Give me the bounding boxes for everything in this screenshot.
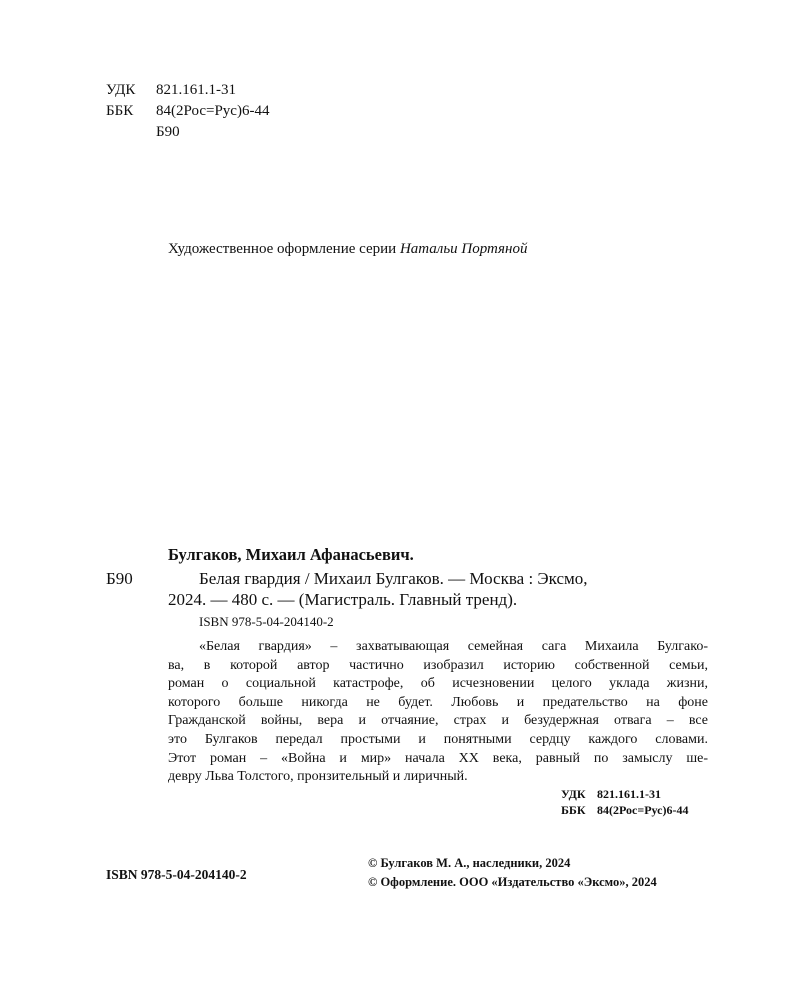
udk-value-bottom: 821.161.1-31 — [597, 787, 661, 801]
series-designer-name: Натальи Портяной — [399, 241, 528, 257]
author-mark-top: Б90 — [156, 124, 180, 140]
copyright-line-2: © Оформление. ООО «Издательство «Эксмо», 2024 — [368, 875, 657, 889]
series-design-credit — [168, 241, 527, 258]
bbk-value: 84(2Рос=Рус)6-44 — [156, 103, 270, 119]
bbk-value-bottom: 84(2Рос=Рус)6-44 — [597, 803, 689, 817]
annotation-line: Гражданской войны, вера и отчаяние, страх и безудержная отвага – все — [168, 713, 708, 729]
annotation-line: это Булгаков передал простыми и понятными сердцу каждого словами. — [168, 731, 708, 747]
bbk-line — [106, 101, 269, 122]
bbk-label: ББК — [106, 103, 134, 119]
author-mark: Б90 — [106, 569, 133, 588]
classification-top — [106, 80, 269, 143]
biblio-isbn: ISBN 978-5-04-204140-2 — [199, 614, 334, 629]
udk-line-bottom — [561, 786, 688, 802]
biblio-line-1: Белая гвардия / Михаил Булгаков. — Москва : Эксмо, — [199, 569, 588, 588]
bbk-label-bottom: ББК — [561, 803, 586, 817]
udk-label-bottom: УДК — [561, 787, 586, 801]
annotation-line: девру Льва Толстого, пронзительный и лиричный. — [168, 769, 468, 785]
series-design-text: Художественное оформление серии — [168, 241, 397, 257]
annotation-line: роман о социальной катастрофе, об исчезновении целого уклада жизни, — [168, 676, 708, 692]
annotation — [168, 638, 708, 787]
annotation-line: ва, в которой автор частично изобразил историю собственной семьи, — [168, 657, 708, 673]
annotation-line: «Белая гвардия» – захватывающая семейная сага Михаила Булгако- — [199, 639, 708, 654]
biblio-line-2: 2024. — 480 с. — (Магистраль. Главный тренд). — [168, 590, 518, 609]
footer-isbn: ISBN 978-5-04-204140-2 — [106, 867, 247, 882]
bbk-line-bottom — [561, 802, 688, 818]
udk-line — [106, 80, 269, 101]
udk-value: 821.161.1-31 — [156, 82, 236, 98]
classification-bottom — [561, 786, 688, 818]
copyright-line-1: © Булгаков М. А., наследники, 2024 — [368, 856, 571, 870]
annotation-line: Этот роман – «Война и мир» начала XX века, равный по замыслу ше- — [168, 750, 708, 766]
annotation-line: которого больше никогда не будет. Любовь и предательство на фоне — [168, 694, 708, 710]
udk-label: УДК — [106, 82, 136, 98]
copyright-block — [368, 854, 657, 892]
author-heading: Булгаков, Михаил Афанасьевич. — [168, 545, 414, 564]
